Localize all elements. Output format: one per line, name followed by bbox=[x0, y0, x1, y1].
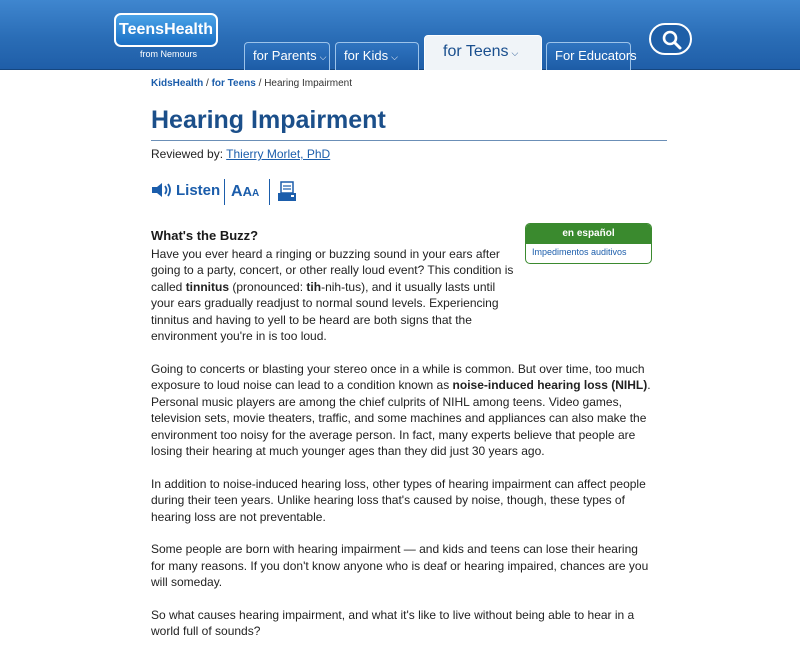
print-icon[interactable] bbox=[276, 181, 298, 203]
tab-for-parents[interactable] bbox=[244, 42, 330, 70]
chevron-down-icon: ⌵ bbox=[319, 52, 327, 62]
text-size-small: A bbox=[251, 188, 260, 199]
logo-subtitle: from Nemours bbox=[140, 49, 198, 59]
tool-divider bbox=[224, 179, 225, 205]
paragraph: Some people are born with hearing impairment — and kids and teens can lose their hearing for many reasons. If you don't know anyone who is deaf or hearing impaired, chances are you will someday. bbox=[151, 542, 649, 589]
article-body bbox=[151, 228, 651, 656]
reviewed-label: Reviewed by: bbox=[151, 147, 224, 161]
breadcrumb-separator: / bbox=[206, 78, 209, 89]
chevron-down-icon: ⌵ bbox=[391, 52, 398, 62]
paragraph: So what causes hearing impairment, and what it's like to live without being able to hear in a world full of sounds? bbox=[151, 607, 635, 638]
paragraph bbox=[151, 246, 521, 345]
text: Have you ever heard a ringing or buzzing sound in your ears after going to a party, concert, or other really loud event? This condition is called bbox=[151, 246, 514, 294]
term-tinnitus: tinnitus bbox=[185, 279, 230, 294]
search-button[interactable] bbox=[649, 23, 692, 55]
text-size-button[interactable] bbox=[231, 183, 259, 201]
term-nihl: noise-induced hearing loss (NIHL) bbox=[452, 378, 648, 392]
tab-label: for Parents bbox=[253, 48, 317, 63]
text: -nih-tus), and it usually lasts until your ears gradually readjust to normal sound levels. Experiencing tinnitus and having to yell to be heard are both signs that the environment you're in is too loud. bbox=[151, 279, 499, 343]
breadcrumb-for-teens[interactable]: for Teens bbox=[211, 78, 256, 89]
text-size-large: A bbox=[231, 183, 243, 200]
breadcrumb bbox=[151, 78, 352, 89]
chevron-down-icon: ⌵ bbox=[511, 48, 519, 58]
text: . Personal music players are among the chief culprits of NIHL among teens. Video games, television sets, movie theaters, traffic, and some machines and appliances can also make the environment too noisy for the average person. In fact, many experts believe that people are losing their hearing at much younger ages than they did just 30 years ago. bbox=[151, 378, 651, 458]
speaker-icon bbox=[151, 182, 173, 198]
paragraph bbox=[151, 361, 651, 460]
listen-label: Listen bbox=[176, 182, 221, 199]
tool-divider bbox=[269, 179, 270, 205]
reviewed-by bbox=[151, 147, 330, 161]
tab-for-teens[interactable] bbox=[424, 35, 542, 71]
tab-label: For Educators bbox=[555, 48, 637, 63]
espanol-heading: en español bbox=[526, 224, 651, 244]
text: Going to concerts or blasting your stereo once in a while is common. But over time, too much exposure to loud noise can lead to a condition known as bbox=[151, 361, 645, 392]
breadcrumb-current: Hearing Impairment bbox=[264, 78, 353, 89]
text: (pronounced: bbox=[229, 279, 307, 294]
breadcrumb-separator: / bbox=[258, 78, 262, 89]
search-icon bbox=[662, 30, 682, 50]
pronunciation-stress: tih bbox=[306, 279, 322, 294]
paragraph: In addition to noise-induced hearing loss, other types of hearing impairment can affect people during their teen years. Unlike hearing loss that's caused by noise, though, these types of hearing loss are not preventable. bbox=[151, 476, 646, 524]
espanol-link[interactable]: Impedimentos auditivos bbox=[532, 247, 627, 257]
breadcrumb-kidshealth[interactable]: KidsHealth bbox=[151, 78, 204, 89]
tab-label: for Kids bbox=[344, 48, 389, 63]
page-title: Hearing Impairment bbox=[151, 106, 667, 141]
tab-for-educators[interactable] bbox=[546, 42, 637, 70]
teenshealth-logo[interactable]: TeensHealth bbox=[114, 13, 218, 47]
reviewer-link[interactable]: Thierry Morlet, PhD bbox=[226, 147, 331, 161]
section-heading: What's the Buzz? bbox=[151, 228, 259, 243]
site-header bbox=[0, 0, 800, 70]
listen-button[interactable] bbox=[151, 182, 220, 199]
tab-for-kids[interactable] bbox=[335, 42, 419, 70]
text-size-medium: A bbox=[242, 184, 252, 199]
tab-label: for Teens bbox=[443, 43, 509, 60]
